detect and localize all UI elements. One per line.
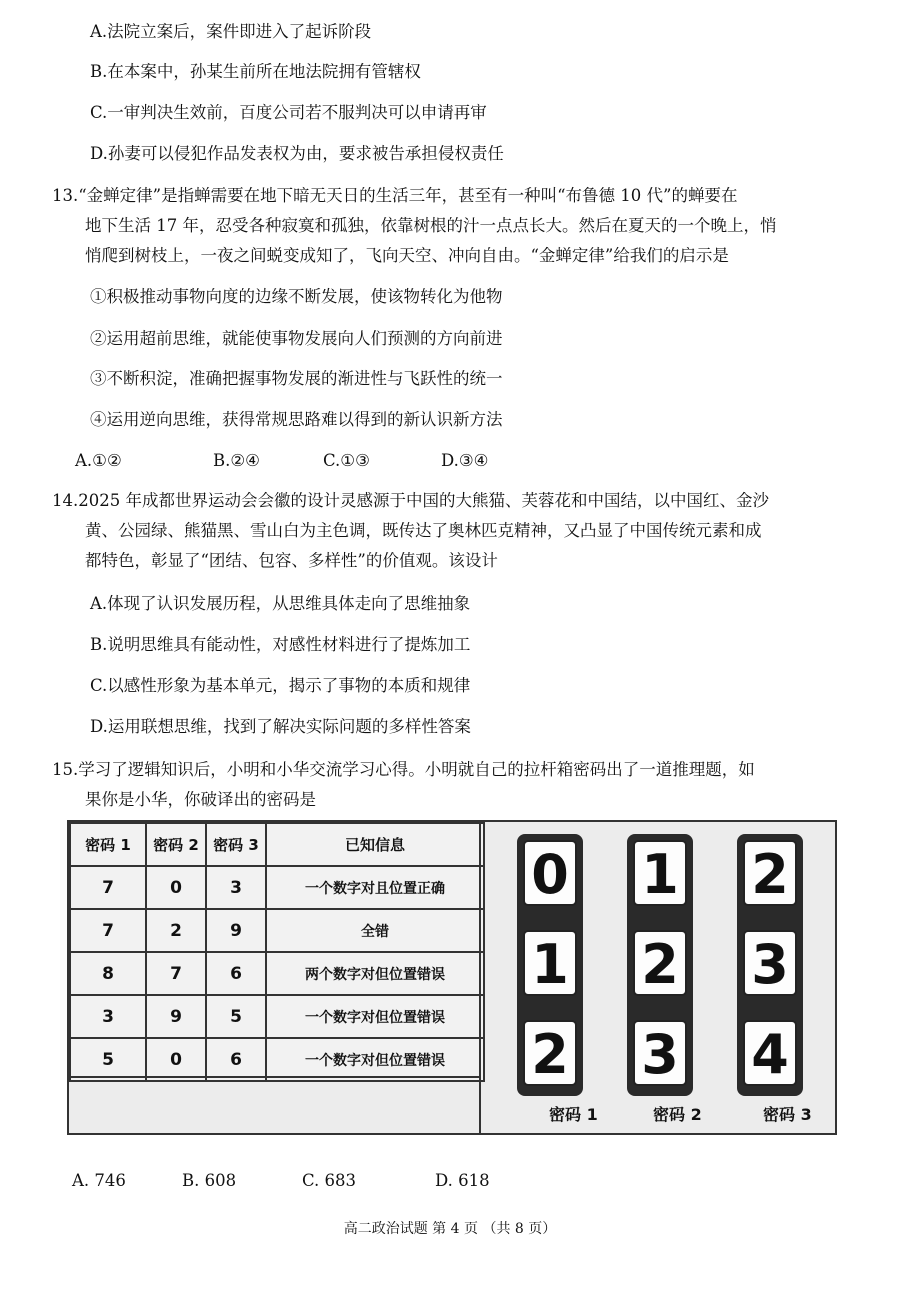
table-cell: 3 (206, 866, 266, 909)
wheel-digit: 3 (743, 930, 797, 996)
lock-wheel-3 (737, 834, 803, 1096)
table-cell: 8 (70, 952, 146, 995)
table-cell-info: 一个数字对且位置正确 (266, 866, 484, 909)
table-bottom-line (69, 1076, 479, 1078)
wheel-digit: 2 (743, 840, 797, 906)
wheel-digit: 0 (523, 840, 577, 906)
table-cell: 6 (206, 952, 266, 995)
lock-wheel-2 (627, 834, 693, 1096)
q15-choice-d: D. 618 (435, 1171, 490, 1190)
table-cell: 9 (206, 909, 266, 952)
q15-stem-line-2: 果你是小华，你破译出的密码是 (85, 790, 316, 809)
q14-option-d: D.运用联想思维，找到了解决实际问题的多样性答案 (90, 717, 471, 736)
q12-option-d: D.孙妻可以侵犯作品发表权为由，要求被告承担侵权责任 (90, 144, 504, 163)
q14-stem-line-2: 黄、公园绿、熊猫黑、雪山白为主色调，既传达了奥林匹克精神，又凸显了中国传统元素和成 (85, 521, 762, 540)
table-row (70, 1038, 484, 1081)
q13-statement-4: ④运用逆向思维，获得常规思路难以得到的新认识新方法 (90, 410, 503, 429)
header-password-2: 密码 2 (146, 823, 206, 866)
clue-table (69, 822, 485, 1082)
q14-option-b: B.说明思维具有能动性，对感性材料进行了提炼加工 (90, 635, 471, 654)
header-known-info: 已知信息 (266, 823, 484, 866)
wheel-label-3: 密码 3 (763, 1105, 812, 1124)
header-password-3: 密码 3 (206, 823, 266, 866)
q14-stem-line-1: 14.2025 年成都世界运动会会徽的设计灵感源于中国的大熊猫、芙蓉花和中国结，以中国红、金沙 (52, 491, 769, 510)
table-cell: 3 (70, 995, 146, 1038)
table-cell: 5 (70, 1038, 146, 1081)
table-cell-info: 两个数字对但位置错误 (266, 952, 484, 995)
q15-choice-a: A. 746 (72, 1171, 126, 1190)
q13-stem-line-1: 13.“金蝉定律”是指蝉需要在地下暗无天日的生活三年，甚至有一种叫“布鲁德 10 代”的蝉要在 (52, 186, 738, 205)
table-cell-info: 全错 (266, 909, 484, 952)
q12-option-b: B.在本案中，孙某生前所在地法院拥有管辖权 (90, 62, 421, 81)
q12-option-a: A.法院立案后，案件即进入了起诉阶段 (90, 22, 372, 41)
wheel-digit: 1 (523, 930, 577, 996)
wheel-digit: 2 (633, 930, 687, 996)
table-row (70, 995, 484, 1038)
figure-divider (479, 822, 481, 1133)
table-cell: 7 (70, 866, 146, 909)
table-cell: 5 (206, 995, 266, 1038)
q13-choice-b: B.②④ (213, 451, 260, 470)
q14-stem-line-3: 都特色，彰显了“团结、包容、多样性”的价值观。该设计 (85, 551, 498, 570)
wheel-label-2: 密码 2 (653, 1105, 702, 1124)
wheel-digit: 2 (523, 1020, 577, 1086)
wheel-digit: 3 (633, 1020, 687, 1086)
table-row (70, 909, 484, 952)
table-row (70, 866, 484, 909)
q13-choice-d: D.③④ (441, 451, 489, 470)
table-cell: 7 (70, 909, 146, 952)
q13-choice-a: A.①② (75, 451, 122, 470)
header-password-1: 密码 1 (70, 823, 146, 866)
table-cell: 7 (146, 952, 206, 995)
table-cell: 0 (146, 866, 206, 909)
table-row (70, 952, 484, 995)
q13-statement-2: ②运用超前思维，就能使事物发展向人们预测的方向前进 (90, 329, 503, 348)
wheel-digit: 1 (633, 840, 687, 906)
q15-choice-c: C. 683 (302, 1171, 357, 1190)
table-cell-info: 一个数字对但位置错误 (266, 1038, 484, 1081)
q13-statement-3: ③不断积淀，准确把握事物发展的渐进性与飞跃性的统一 (90, 369, 503, 388)
q13-choice-c: C.①③ (323, 451, 370, 470)
wheel-label-1: 密码 1 (549, 1105, 598, 1124)
table-cell: 2 (146, 909, 206, 952)
q15-choice-b: B. 608 (182, 1171, 237, 1190)
q14-option-a: A.体现了认识发展历程，从思维具体走向了思维抽象 (90, 594, 471, 613)
q13-stem-line-3: 悄爬到树枝上，一夜之间蜕变成知了，飞向天空、冲向自由。“金蝉定律”给我们的启示是 (85, 246, 729, 265)
lock-wheel-1 (517, 834, 583, 1096)
table-cell: 9 (146, 995, 206, 1038)
q15-stem-line-1: 15.学习了逻辑知识后，小明和小华交流学习心得。小明就自己的拉杆箱密码出了一道推理题，如 (52, 760, 755, 779)
q12-option-c: C.一审判决生效前，百度公司若不服判决可以申请再审 (90, 103, 487, 122)
table-cell: 6 (206, 1038, 266, 1081)
q13-statement-1: ①积极推动事物向度的边缘不断发展，使该物转化为他物 (90, 287, 503, 306)
password-figure (67, 820, 837, 1135)
table-cell-info: 一个数字对但位置错误 (266, 995, 484, 1038)
q14-option-c: C.以感性形象为基本单元，揭示了事物的本质和规律 (90, 676, 471, 695)
wheel-digit: 4 (743, 1020, 797, 1086)
table-header-row (70, 823, 484, 866)
page-footer: 高二政治试题 第 4 页 （共 8 页） (343, 1221, 557, 1237)
table-cell: 0 (146, 1038, 206, 1081)
q13-stem-line-2: 地下生活 17 年，忍受各种寂寞和孤独，依靠树根的汁一点点长大。然后在夏天的一个晚上，悄 (85, 216, 777, 235)
